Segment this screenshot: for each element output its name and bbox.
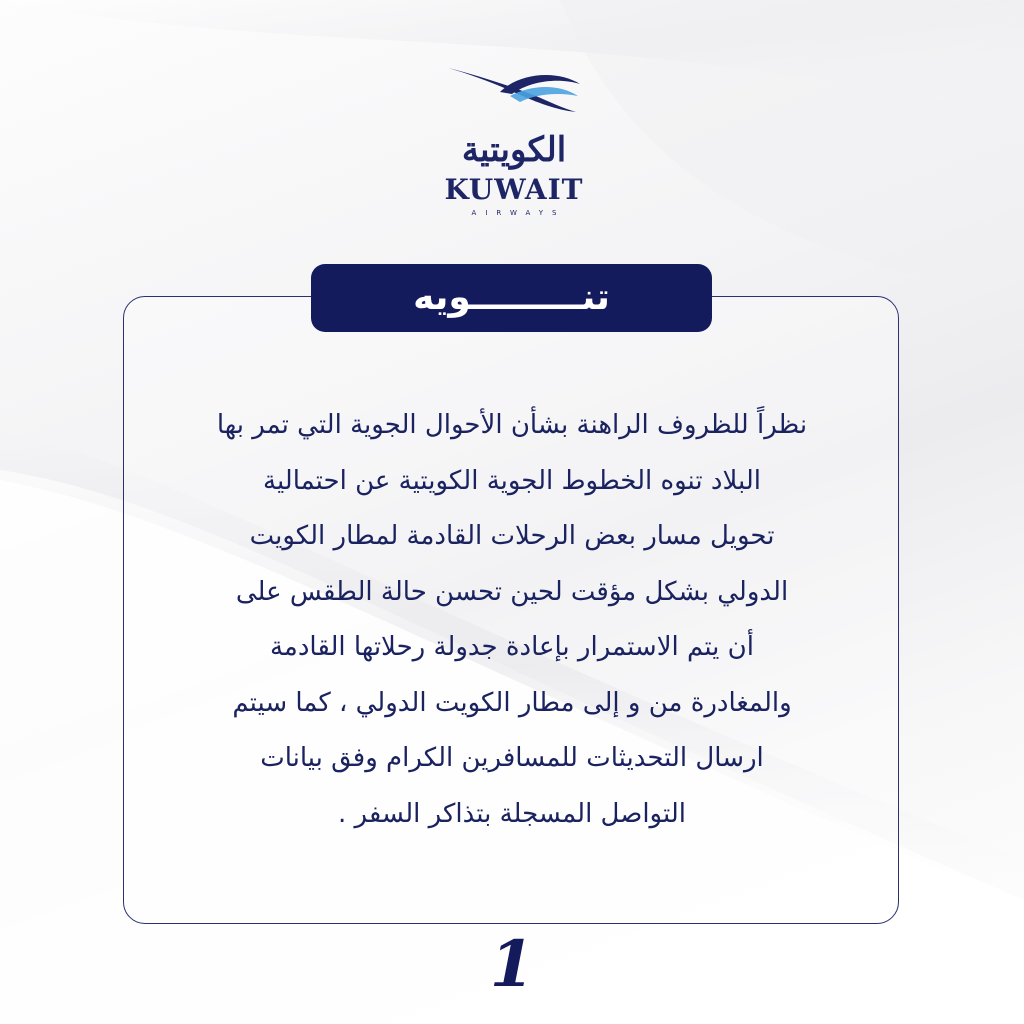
notice-line: تحويل مسار بعض الرحلات القادمة لمطار الكويت bbox=[249, 521, 775, 551]
notice-line: والمغادرة من و إلى مطار الكويت الدولي ، كما سيتم bbox=[232, 687, 792, 718]
page-number: 1 bbox=[489, 927, 535, 1002]
logo-english-name: KUWAIT bbox=[444, 173, 584, 206]
notice-body bbox=[140, 398, 884, 842]
notice-line: التواصل المسجلة بتذاكر السفر . bbox=[338, 798, 686, 829]
notice-line: نظراً للظروف الراهنة بشأن الأحوال الجوية التي تمر بها bbox=[216, 410, 808, 440]
notice-title-badge bbox=[311, 264, 712, 332]
notice-line: البلاد تنوه الخطوط الجوية الكويتية عن احتمالية bbox=[263, 465, 761, 496]
notice-line: أن يتم الاستمرار بإعادة جدولة رحلاتها القادمة bbox=[269, 632, 754, 662]
kuwait-airways-logo bbox=[440, 62, 588, 222]
notice-title: تنـــــــــويه bbox=[413, 277, 610, 318]
notice-line: الدولي بشكل مؤقت لحين تحسن حالة الطقس على bbox=[235, 576, 789, 607]
notice-line: ارسال التحديثات للمسافرين الكرام وفق بيانات bbox=[260, 743, 764, 773]
logo-arabic-name: الكويتية bbox=[461, 130, 567, 170]
bird-wing-icon bbox=[440, 62, 588, 124]
logo-airways-label: AIRWAYS bbox=[471, 209, 566, 217]
